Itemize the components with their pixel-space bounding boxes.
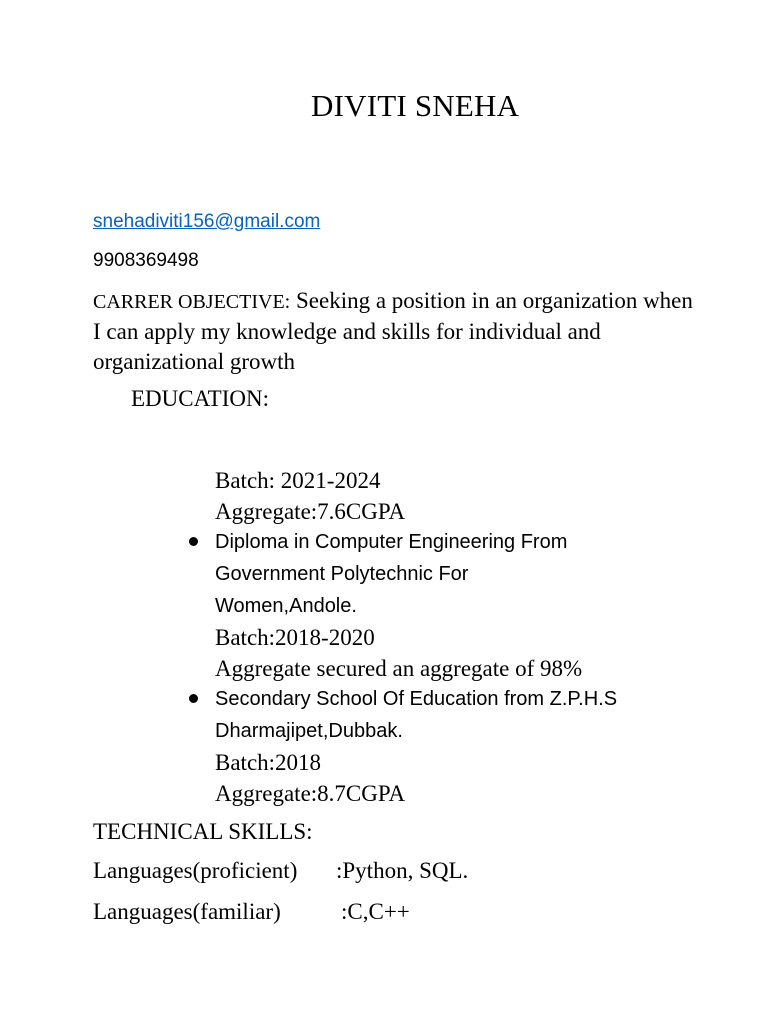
education-entry-diploma	[215, 526, 695, 684]
education-batch: Batch:2018-2020	[215, 625, 375, 650]
skill-label: Languages(familiar)	[93, 899, 281, 924]
education-entry-degree	[215, 465, 695, 527]
education-batch: Batch:2018	[215, 750, 322, 775]
education-title-line: Government Polytechnic For	[215, 563, 469, 585]
bullet-icon	[189, 537, 198, 546]
technical-skills-heading: TECHNICAL SKILLS:	[93, 819, 313, 844]
bullet-icon	[189, 694, 198, 703]
skill-row	[93, 899, 410, 925]
education-title-line: Women,Andole.	[215, 595, 357, 617]
education-aggregate: Aggregate:7.6CGPA	[215, 499, 406, 524]
email-link[interactable]: snehadiviti156@gmail.com	[93, 211, 321, 232]
education-entry-secondary	[215, 683, 695, 809]
education-title-line: Dharmajipet,Dubbak.	[215, 720, 403, 742]
skill-label: Languages(proficient)	[93, 858, 298, 883]
skill-value: :Python, SQL.	[336, 858, 469, 883]
education-aggregate: Aggregate:8.7CGPA	[215, 781, 406, 806]
education-batch: Batch: 2021-2024	[215, 468, 381, 493]
skill-value: :C,C++	[341, 899, 410, 924]
education-aggregate: Aggregate secured an aggregate of 98%	[215, 656, 583, 681]
skill-row	[93, 858, 469, 884]
candidate-name: DIVITI SNEHA	[311, 88, 520, 123]
education-title-line: Diploma in Computer Engineering From	[215, 531, 568, 553]
education-heading: EDUCATION:	[131, 386, 269, 411]
career-objective-label: CARRER OBJECTIVE:	[93, 291, 291, 313]
phone-number: 9908369498	[93, 250, 199, 271]
career-objective-text: Seeking a position in an organization when I can apply my knowledge and skills for individual and organizational growth	[93, 288, 693, 374]
education-title-line: Secondary School Of Education from Z.P.H.S	[215, 688, 618, 710]
career-objective	[93, 286, 693, 377]
